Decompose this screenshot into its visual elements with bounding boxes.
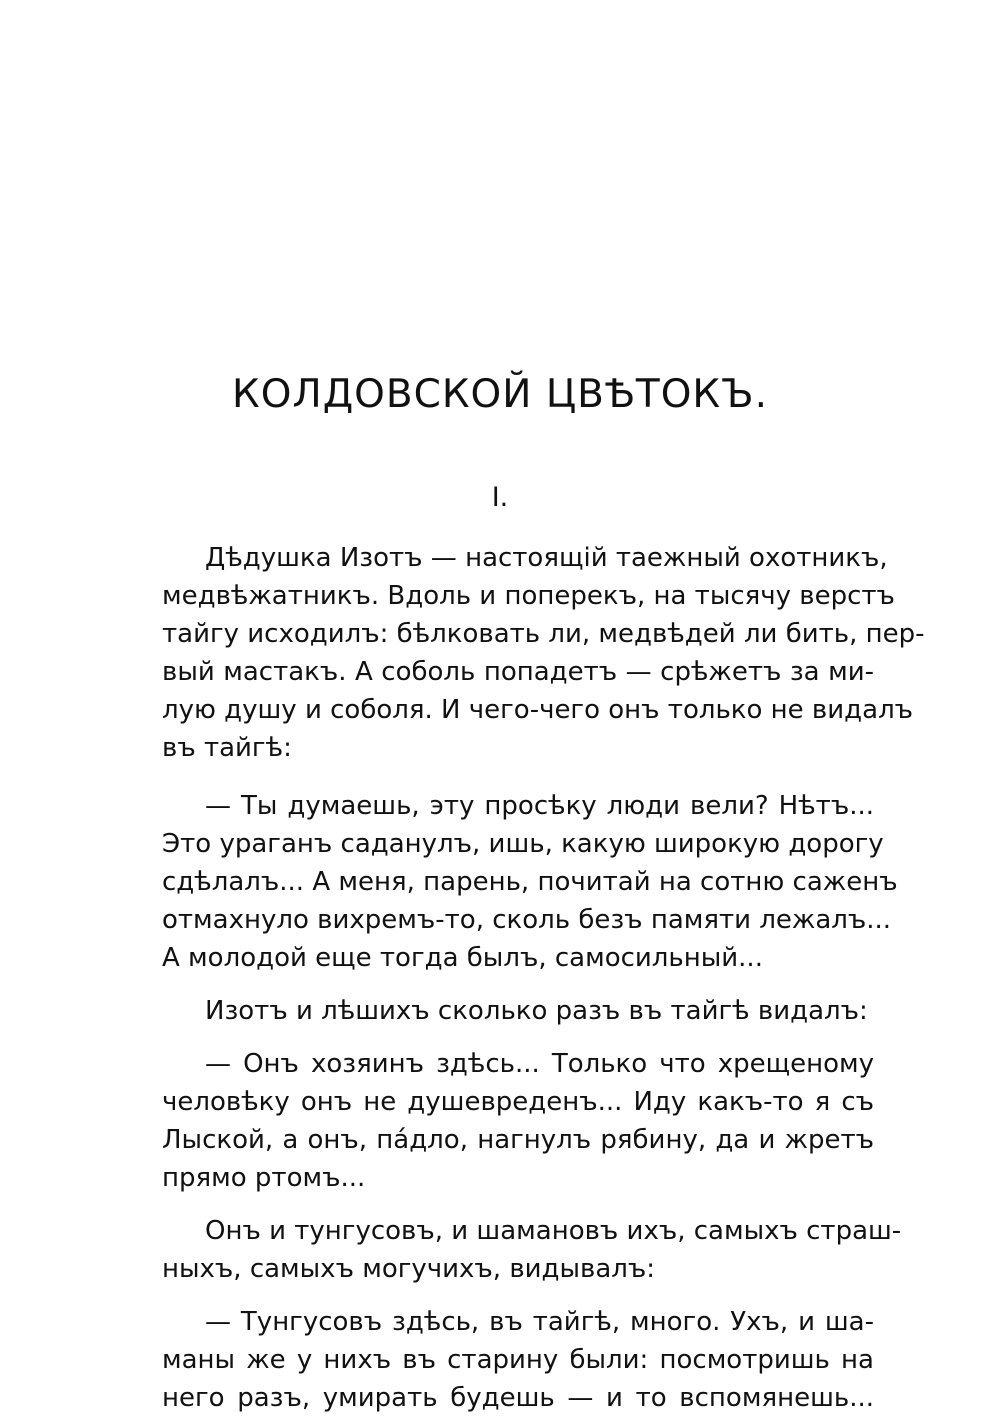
text-line: А молодой еще тогда былъ, самосильный... [162,943,763,973]
text-line: — Тунгусовъ здѣсь, въ тайгѣ, много. Ухъ, и ша- [205,1307,874,1337]
text-line: человѣку онъ не душевреденъ... Иду какъ-то я съ [162,1087,874,1117]
chapter-number: I. [491,482,509,513]
text-line: ныхъ, самыхъ могучихъ, видывалъ: [162,1254,656,1284]
text-line: Дѣдушка Изотъ — настоящій таежный охотникъ, [205,543,888,573]
text-line: маны же у нихъ въ старину были: посмотришь на [162,1345,874,1375]
text-line: Онъ и тунгусовъ, и шамановъ ихъ, самыхъ страш- [205,1216,902,1246]
text-line: тайгу исходилъ: бѣлковать ли, медвѣдей ли бить, пер- [162,619,925,649]
text-line: Это ураганъ саданулъ, ишь, какую широкую дорогу [162,829,884,859]
text-line: сдѣлалъ... А меня, парень, почитай на сотню саженъ [162,867,898,897]
text-line: — Ты думаешь, эту просѣку люди вели? Нѣтъ... [205,791,874,821]
text-line: него разъ, умирать будешь — и то вспомянешь... [162,1383,874,1413]
text-line: — Онъ хозяинъ здѣсь... Только что хрещеному [205,1049,874,1079]
text-line: вый мастакъ. А соболь попадетъ — срѣжетъ за ми- [162,657,874,687]
text-line: въ тайгѣ: [162,733,292,763]
text-line: прямо ртомъ... [162,1163,366,1193]
story-title: КОЛДОВСКОЙ ЦВѢТОКЪ. [232,372,768,417]
text-line: лую душу и соболя. И чего-чего онъ только не видалъ [162,695,914,725]
text-line: отмахнуло вихремъ-то, сколь безъ памяти лежалъ... [162,905,892,935]
text-line: Изотъ и лѣшихъ сколько разъ въ тайгѣ видалъ: [205,996,868,1026]
text-line: Лыской, а онъ, пáдло, нагнулъ рябину, да и жретъ [162,1125,874,1155]
text-line: медвѣжатникъ. Вдоль и поперекъ, на тысячу верстъ [162,581,895,611]
